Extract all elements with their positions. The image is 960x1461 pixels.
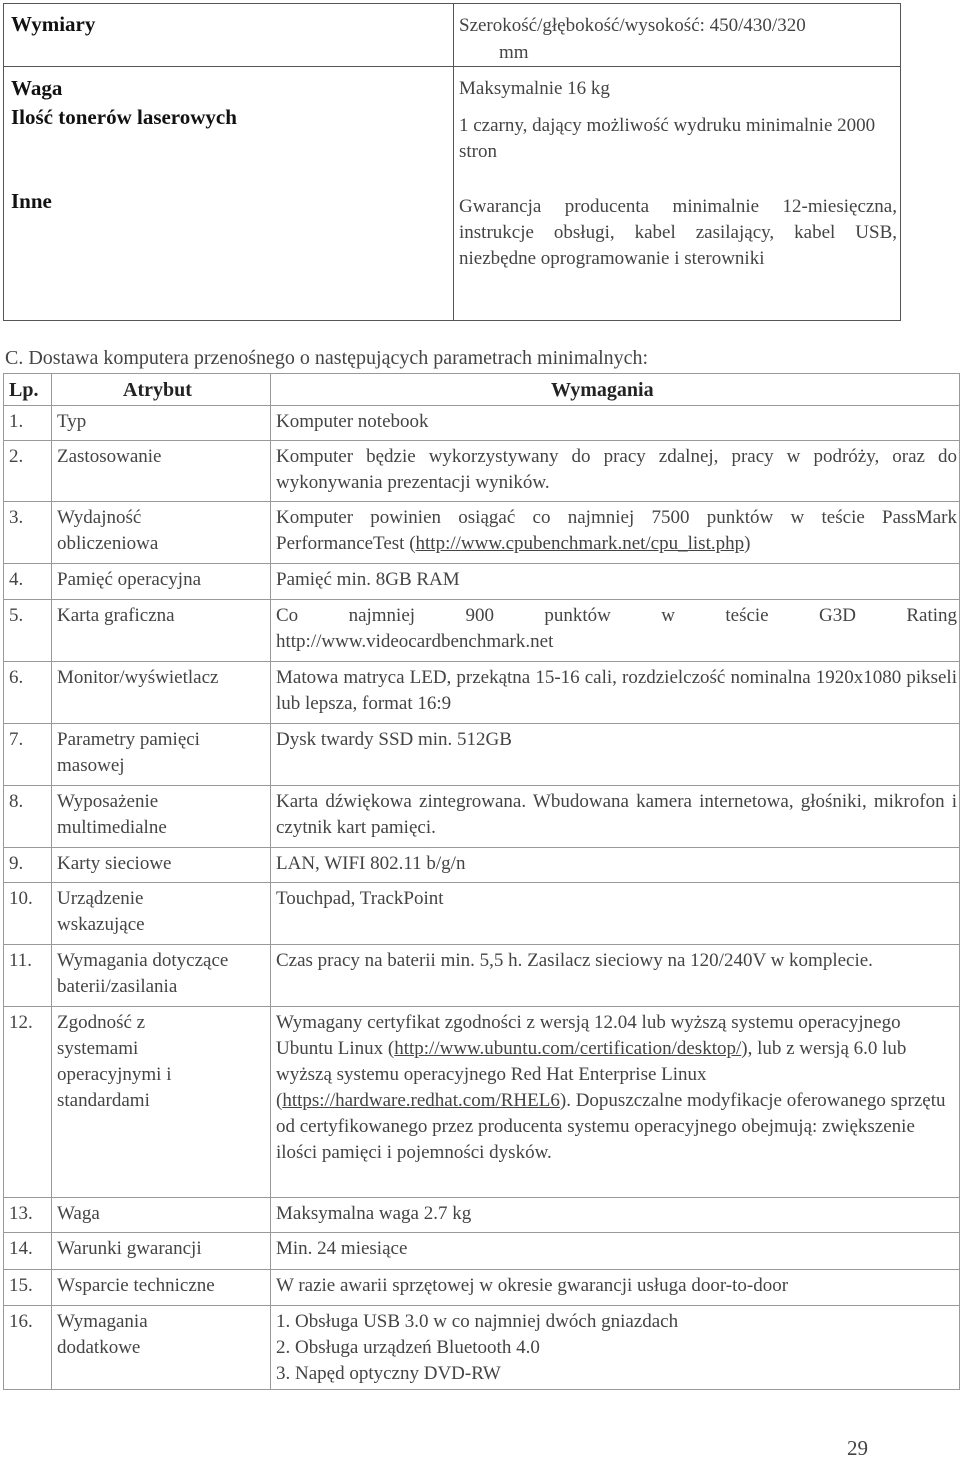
table-row [4,441,960,502]
row-requirement: Komputer powinien osiągać co najmniej 7500 punktów w teście PassMark PerformanceTest (http://www.cpubenchmark.net/cpu_list.php) [271,502,960,564]
row-number: 11. [4,945,52,1007]
table-row [4,1198,960,1233]
row-attribute: Parametry pamięci masowej [52,724,271,786]
requirement-line: 1. Obsługa USB 3.0 w co najmniej dwóch gniazdach [276,1311,679,1332]
row-attribute: Karta graficzna [52,600,271,662]
laptop-requirements-table [3,373,960,1390]
printer-spec-table [3,3,901,321]
table-row [4,406,960,441]
row-requirement: LAN, WIFI 802.11 b/g/n [271,848,960,883]
requirement-line: 2. Obsługa urządzeń Bluetooth 4.0 [276,1337,540,1358]
table-row [4,502,960,564]
row-attribute: Typ [52,406,271,441]
row-attribute: Zastosowanie [52,441,271,502]
row-number: 6. [4,662,52,724]
spec-value: 1 czarny, dający możliwość wydruku minimalnie 2000 stron [459,115,876,162]
table-row [4,786,960,848]
spec-label: Inne [11,189,52,213]
header-attribute: Atrybut [52,374,271,406]
row-requirement: Co najmniej 900 punktów w teście G3D Rating http://www.videocardbenchmark.net [271,600,960,662]
row-number: 12. [4,1007,52,1198]
spec-row-group [4,67,901,321]
spec-label: Wymiary [4,4,454,67]
row-requirement [271,1306,960,1390]
row-requirement: W razie awarii sprzętowej w okresie gwarancji usługa door-to-door [271,1270,960,1306]
table-row [4,1007,960,1198]
spec-label: Waga [11,76,63,100]
row-attribute: Warunki gwarancji [52,1233,271,1270]
row-attribute: Wydajność obliczeniowa [52,502,271,564]
row-number: 15. [4,1270,52,1306]
table-row [4,1233,960,1270]
row-attribute: Pamięć operacyjna [52,564,271,600]
table-row [4,662,960,724]
spec-value: Gwarancja producenta minimalnie 12-miesięczna, instrukcje obsługi, kabel zasilający, kabel USB, niezbędne oprogramowanie i sterowniki [459,196,897,269]
table-row [4,564,960,600]
row-number: 7. [4,724,52,786]
table-row [4,1270,960,1306]
requirement-line: 3. Napęd optyczny DVD-RW [276,1363,501,1384]
spec-value-line: mm [499,42,529,63]
row-requirement: Komputer będzie wykorzystywany do pracy zdalnej, pracy w podróży, oraz do wykonywania prezentacji wyników. [271,441,960,502]
table-header-row [4,374,960,406]
row-requirement: Komputer notebook [271,406,960,441]
row-requirement: Dysk twardy SSD min. 512GB [271,724,960,786]
row-requirement: Matowa matryca LED, przekątna 15-16 cali, rozdzielczość nominalna 1920x1080 pikseli lub lepsza, format 16:9 [271,662,960,724]
row-number: 3. [4,502,52,564]
table-row [4,724,960,786]
spec-value-line: Szerokość/głębokość/wysokość: 450/430/320 [459,15,806,36]
row-requirement: Pamięć min. 8GB RAM [271,564,960,600]
spec-label: Ilość tonerów laserowych [11,105,237,129]
row-number: 5. [4,600,52,662]
page-number: 29 [847,1436,868,1460]
row-number: 9. [4,848,52,883]
section-heading: C. Dostawa komputera przenośnego o następujących parametrach minimalnych: [5,347,649,369]
row-requirement: Czas pracy na baterii min. 5,5 h. Zasilacz sieciowy na 120/240V w komplecie. [271,945,960,1007]
row-attribute: Wsparcie techniczne [52,1270,271,1306]
row-requirement: Karta dźwiękowa zintegrowana. Wbudowana kamera internetowa, głośniki, mikrofon i czytnik kart pamięci. [271,786,960,848]
table-row [4,848,960,883]
row-number: 1. [4,406,52,441]
cpubenchmark-link[interactable]: http://www.cpubenchmark.net/cpu_list.php [415,533,745,554]
row-requirement: Min. 24 miesiące [271,1233,960,1270]
table-row [4,945,960,1007]
row-number: 13. [4,1198,52,1233]
table-row [4,883,960,945]
ubuntu-certification-link[interactable]: http://www.ubuntu.com/certification/desktop/ [394,1038,742,1059]
row-requirement: Wymagany certyfikat zgodności z wersją 12.04 lub wyższą systemu operacyjnego Ubuntu Linux (http://www.ubuntu.com/certification/desktop/), lub z wersją 6.0 lub wyższą systemu operacyjnego Red Hat Enterprise Linux (https://hardware.redhat.com/RHEL6). Dopuszczalne modyfikacje oferowanego sprzętu od certyfikowanego przez producenta systemu operacyjnego obejmują: zwiększenie ilości pamięci i pojemności dysków. [271,1007,960,1198]
row-attribute: Wyposażenie multimedialne [52,786,271,848]
header-lp: Lp. [4,374,52,406]
header-requirements: Wymagania [271,374,960,406]
row-attribute: Karty sieciowe [52,848,271,883]
row-requirement: Maksymalna waga 2.7 kg [271,1198,960,1233]
videocardbenchmark-text: http://www.videocardbenchmark.net [276,631,554,652]
row-number: 16. [4,1306,52,1390]
row-attribute: Zgodność z systemami operacyjnymi i standardami [52,1007,271,1198]
row-attribute: Wymagania dotyczące baterii/zasilania [52,945,271,1007]
row-attribute: Wymagania dodatkowe [52,1306,271,1390]
row-number: 8. [4,786,52,848]
spec-row-dimensions [4,4,901,67]
row-attribute: Waga [52,1198,271,1233]
row-number: 2. [4,441,52,502]
row-number: 10. [4,883,52,945]
row-number: 14. [4,1233,52,1270]
row-attribute: Monitor/wyświetlacz [52,662,271,724]
row-requirement: Touchpad, TrackPoint [271,883,960,945]
row-attribute: Urządzenie wskazujące [52,883,271,945]
redhat-hardware-link[interactable]: https://hardware.redhat.com/RHEL6 [282,1090,560,1111]
table-row [4,600,960,662]
spec-value: Maksymalnie 16 kg [459,78,610,99]
row-number: 4. [4,564,52,600]
table-row [4,1306,960,1390]
